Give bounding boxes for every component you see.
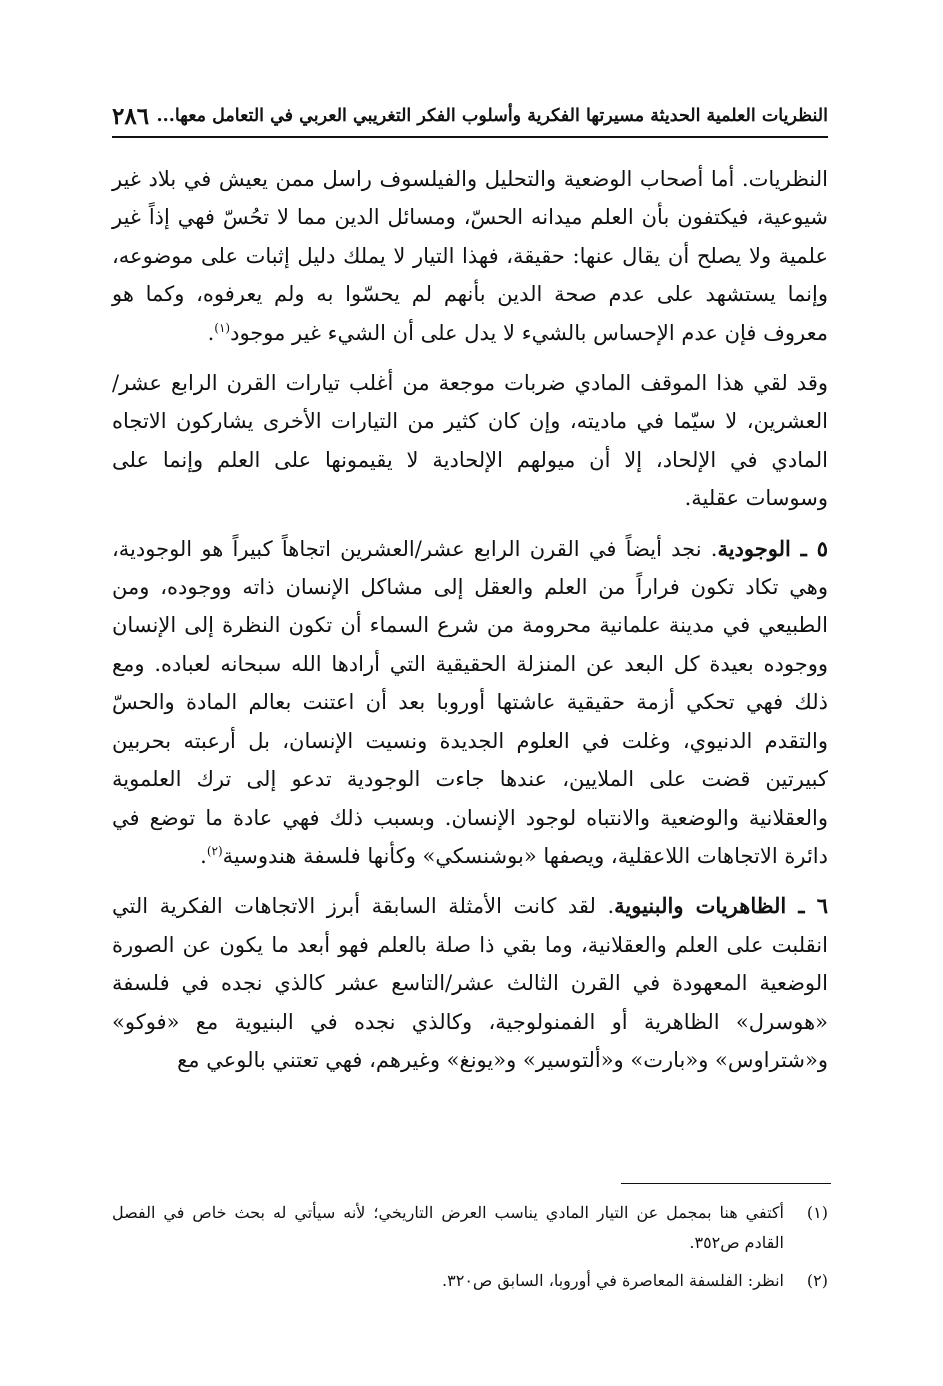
paragraph	[112, 160, 828, 352]
paragraph	[112, 887, 828, 1079]
section-heading-existentialism: ٥ ـ الوجودية	[717, 535, 828, 561]
footnote-text: أكتفي هنا بمجمل عن التيار المادي يناسب العرض التاريخي؛ لأنه سيأتي له بحث خاص في الفصل القادم ص٣٥٢.	[112, 1203, 784, 1252]
paragraph-tail: .	[200, 843, 207, 868]
paragraph-text: . لقد كانت الأمثلة السابقة أبرز الاتجاهات الفكرية التي انقلبت على العلم والعقلانية، وما بقي ذا صلة بالعلم فهو أبعد ما يكون عن الصورة الوضعية المعهودة في القرن الثالث عشر/التاسع عشر كالذي نجده في فلسفة «هوسرل» الظاهرية أو الفمنولوجية، وكالذي نجده في البنيوية مع «فوكو» و«شتراوس» و«بارت» و«ألتوسير» و«يونغ» وغيرهم، فهي تعتني بالوعي مع	[112, 894, 828, 1072]
paragraph-text: وقد لقي هذا الموقف المادي ضربات موجعة من أغلب تيارات القرن الرابع عشر/العشرين، لا سيّما في ماديته، وإن كان كثير من التيارات الأخرى يشاركون الاتجاه المادي في الإلحاد، إلا أن ميولهم الإلحادية لا يقيمونها على العلم وإنما على وسوسات عقلية.	[112, 371, 828, 511]
footnotes	[112, 1198, 828, 1304]
running-header	[112, 96, 828, 138]
body-text	[112, 160, 828, 1091]
footnote-mark: (٢)	[806, 1271, 828, 1290]
footnote	[112, 1198, 828, 1258]
paragraph	[112, 530, 828, 876]
footnote-mark: (١)	[806, 1203, 828, 1222]
footnote-divider	[621, 1183, 831, 1184]
running-title: النظريات العلمية الحديثة مسيرتها الفكرية وأسلوب الفكر التغريبي العربي في التعامل معها...	[156, 106, 828, 126]
paragraph-text: . نجد أيضاً في القرن الرابع عشر/العشرين اتجاهاً كبيراً هو الوجودية، وهي تكاد تكون فراراً من العلم والعقل إلى مشاكل الإنسان ذاته ووجوده، ومن الطبيعي في مدينة علمانية محرومة من شرع السماء أن تكون النظرة إلى الإنسان ووجوده بعيدة كل البعد عن المنزلة الحقيقية التي أرادها الله سبحانه لعباده. ومع ذلك فهي تحكي أزمة حقيقية عاشتها أوروبا بعد أن اعتنت بعالم المادة والحسّ والتقدم الدنيوي، وغلت في العلوم الجديدة ونسيت الإنسان، بل أرعبته بحربين كبيرتين قضت على الملايين، عندها جاءت الوجودية تدعو إلى ترك العلموية والعقلانية والوضعية والانتباه لوجود الإنسان. وبسبب ذلك فهي عادة ما توضع في دائرة الاتجاهات اللاعقلية، ويصفها «بوشنسكي» وكأنها فلسفة هندوسية	[112, 536, 828, 868]
footnote-ref: (٢)	[206, 843, 223, 858]
paragraph-tail: .	[207, 320, 215, 345]
page-number: ٢٨٦	[112, 102, 150, 130]
section-heading-phenomenology: ٦ ـ الظاهريات والبنيوية	[614, 893, 828, 919]
footnote-ref: (١)	[214, 320, 231, 335]
paragraph	[112, 364, 828, 518]
footnote	[112, 1266, 828, 1296]
paragraph-text: النظريات. أما أصحاب الوضعية والتحليل والفيلسوف راسل ممن يعيش في بلاد غير شيوعية، فيكتفون بأن العلم ميدانه الحسّ، ومسائل الدين مما لا تحُسّ فهي إذاً غير علمية ولا يصلح أن يقال عنها: حقيقة، فهذا التيار لا يملك دليل إثبات على موضوعه، وإنما يستشهد على عدم صحة الدين بأنهم لم يحسّوا به ولم يعرفوه، وكما هو معروف فإن عدم الإحساس بالشيء لا يدل على أن الشيء غير موجود	[112, 167, 828, 345]
footnote-text: انظر: الفلسفة المعاصرة في أوروبا، السابق ص٣٢٠.	[442, 1271, 784, 1290]
